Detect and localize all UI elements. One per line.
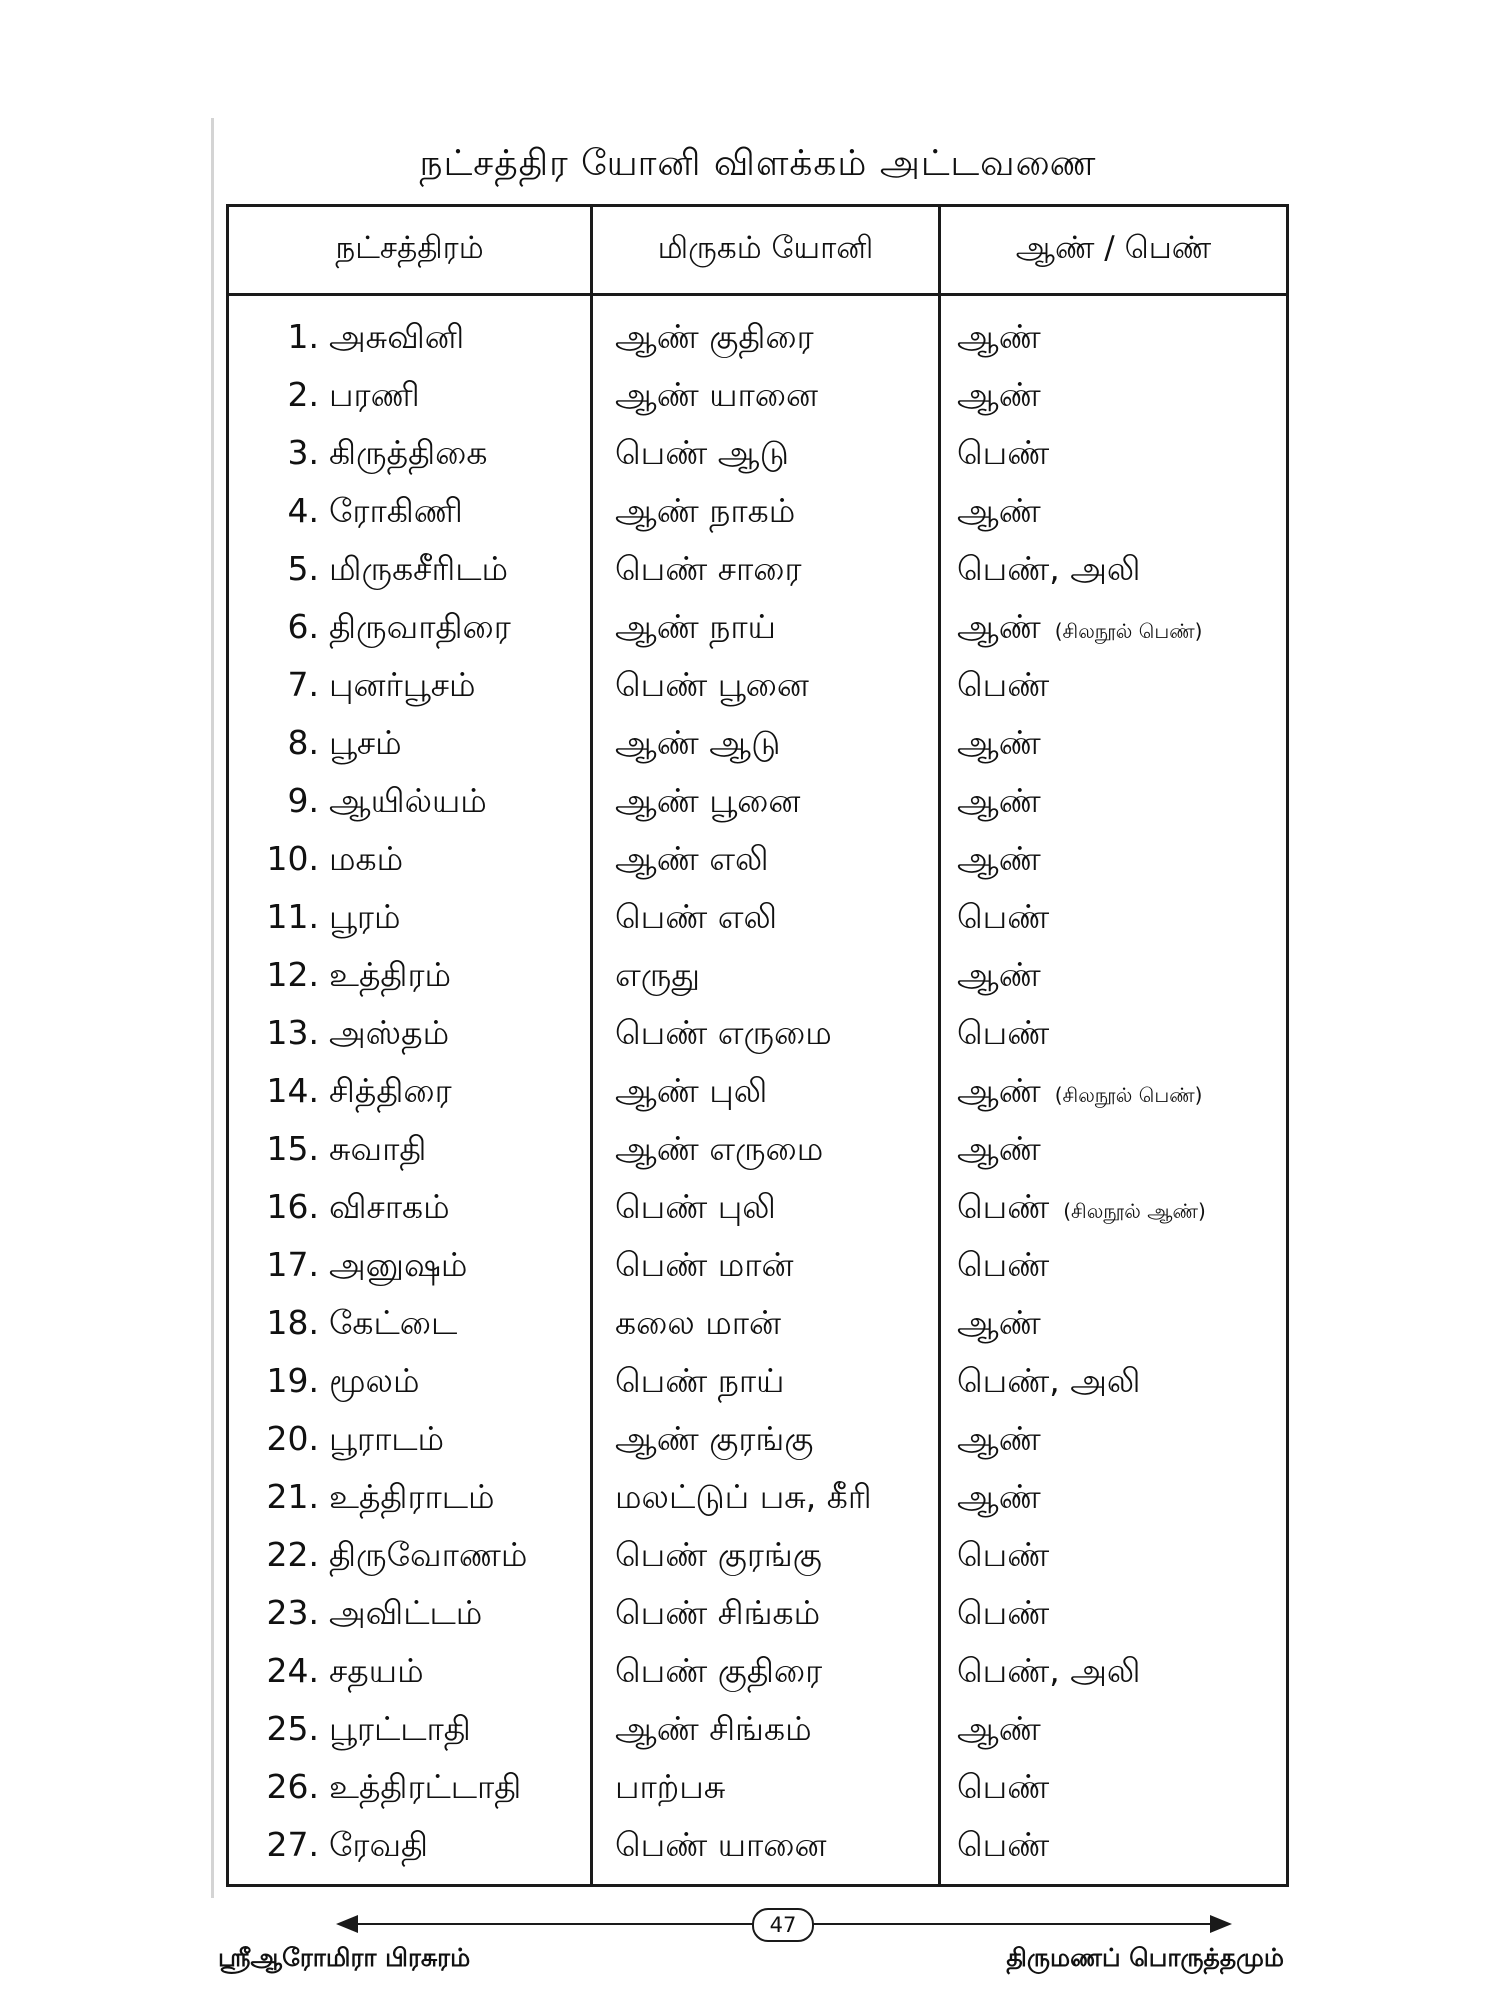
table-row — [228, 484, 1288, 542]
star-number: 24. — [266, 1651, 319, 1690]
star-cell — [228, 1006, 592, 1064]
yoni-cell: பெண் எருமை — [592, 1006, 940, 1064]
gender-cell — [940, 600, 1288, 658]
yoni-cell: பெண் குதிரை — [592, 1644, 940, 1702]
star-yoni-table — [226, 204, 1289, 1887]
table-row — [228, 1818, 1288, 1886]
gender-cell — [940, 542, 1288, 600]
star-number: 15. — [266, 1129, 319, 1168]
yoni-cell: ஆண் சிங்கம் — [592, 1702, 940, 1760]
gender-value: பெண் — [957, 897, 1050, 936]
table-row — [228, 1064, 1288, 1122]
gender-cell — [940, 774, 1288, 832]
star-name: பரணி — [329, 375, 420, 414]
star-number: 22. — [266, 1535, 319, 1574]
gender-cell — [940, 295, 1288, 369]
star-cell — [228, 295, 592, 369]
yoni-cell: ஆண் ஆடு — [592, 716, 940, 774]
table-row — [228, 1296, 1288, 1354]
star-cell — [228, 1296, 592, 1354]
gender-cell — [940, 658, 1288, 716]
gender-cell — [940, 1470, 1288, 1528]
table-row — [228, 1006, 1288, 1064]
table-row — [228, 832, 1288, 890]
table-row — [228, 716, 1288, 774]
yoni-cell: பெண் புலி — [592, 1180, 940, 1238]
star-number: 12. — [266, 955, 319, 994]
star-cell — [228, 1760, 592, 1818]
yoni-cell: ஆண் நாய் — [592, 600, 940, 658]
star-name: உத்திரட்டாதி — [329, 1767, 522, 1806]
star-number: 25. — [266, 1709, 319, 1748]
star-cell — [228, 1818, 592, 1886]
arrow-right-icon — [1210, 1915, 1232, 1933]
yoni-cell: ஆண் குதிரை — [592, 295, 940, 369]
gender-cell — [940, 484, 1288, 542]
star-number: 14. — [266, 1071, 319, 1110]
gender-value: ஆண் — [957, 491, 1041, 530]
gender-note: (சிலநூல் பெண்) — [1054, 619, 1203, 643]
star-number: 21. — [266, 1477, 319, 1516]
star-name: கேட்டை — [329, 1303, 458, 1342]
star-name: சித்திரை — [329, 1071, 452, 1110]
star-name: பூராடம் — [329, 1419, 445, 1458]
table-row — [228, 890, 1288, 948]
table-row — [228, 1354, 1288, 1412]
gender-cell — [940, 716, 1288, 774]
table-row — [228, 600, 1288, 658]
yoni-cell: பெண் சிங்கம் — [592, 1586, 940, 1644]
star-cell — [228, 426, 592, 484]
star-number: 16. — [266, 1187, 319, 1226]
star-name: சதயம் — [329, 1651, 424, 1690]
star-number: 18. — [266, 1303, 319, 1342]
star-number: 19. — [266, 1361, 319, 1400]
gender-value: பெண் — [957, 1535, 1050, 1574]
gender-cell — [940, 890, 1288, 948]
gender-cell — [940, 1122, 1288, 1180]
star-name: விசாகம் — [329, 1187, 450, 1226]
gender-cell — [940, 1180, 1288, 1238]
gender-value: பெண் — [957, 433, 1050, 472]
gender-cell — [940, 1528, 1288, 1586]
star-name: கிருத்திகை — [329, 433, 488, 472]
star-name: மூலம் — [329, 1361, 420, 1400]
page-number: 47 — [752, 1908, 814, 1942]
star-number: 10. — [266, 839, 319, 878]
star-number: 8. — [287, 723, 319, 762]
yoni-cell: ஆண் குரங்கு — [592, 1412, 940, 1470]
star-cell — [228, 1586, 592, 1644]
gender-cell — [940, 1296, 1288, 1354]
star-cell — [228, 658, 592, 716]
gender-value: பெண் — [957, 1767, 1050, 1806]
star-cell — [228, 774, 592, 832]
yoni-cell: ஆண் யானை — [592, 368, 940, 426]
yoni-cell: பெண் ஆடு — [592, 426, 940, 484]
star-name: ரேவதி — [329, 1825, 429, 1864]
gender-value: ஆண் — [957, 955, 1041, 994]
gender-value: ஆண் — [957, 1419, 1041, 1458]
gender-value: ஆண் — [957, 1071, 1041, 1110]
gender-cell — [940, 1586, 1288, 1644]
gender-value: பெண் — [957, 1013, 1050, 1052]
star-cell — [228, 1122, 592, 1180]
star-number: 4. — [287, 491, 319, 530]
gender-note: (சிலநூல் ஆண்) — [1063, 1199, 1206, 1223]
yoni-cell: பெண் யானை — [592, 1818, 940, 1886]
star-cell — [228, 890, 592, 948]
table-row — [228, 1702, 1288, 1760]
gender-value: ஆண் — [957, 1477, 1041, 1516]
star-name: ரோகிணி — [329, 491, 463, 530]
yoni-cell: பாற்பசு — [592, 1760, 940, 1818]
star-number: 27. — [266, 1825, 319, 1864]
gender-cell — [940, 1238, 1288, 1296]
star-number: 23. — [266, 1593, 319, 1632]
yoni-cell: எருது — [592, 948, 940, 1006]
star-number: 3. — [287, 433, 319, 472]
page-title: நட்சத்திர யோனி விளக்கம் அட்டவணை — [419, 143, 1097, 184]
star-name: மகம் — [329, 839, 404, 878]
star-cell — [228, 1064, 592, 1122]
yoni-cell: கலை மான் — [592, 1296, 940, 1354]
table-header — [228, 206, 1288, 295]
star-number: 6. — [287, 607, 319, 646]
star-cell — [228, 1354, 592, 1412]
header-row — [228, 206, 1288, 295]
table-row — [228, 426, 1288, 484]
yoni-cell: ஆண் எருமை — [592, 1122, 940, 1180]
gender-value: ஆண் — [957, 723, 1041, 762]
gender-cell — [940, 832, 1288, 890]
yoni-cell: பெண் குரங்கு — [592, 1528, 940, 1586]
yoni-cell: ஆண் பூனை — [592, 774, 940, 832]
gender-cell — [940, 1006, 1288, 1064]
star-number: 5. — [287, 549, 319, 588]
star-name: பூரம் — [329, 897, 401, 936]
arrow-left-icon — [336, 1915, 358, 1933]
gender-value: பெண் — [957, 1593, 1050, 1632]
gender-value: பெண், அலி — [957, 1651, 1141, 1690]
yoni-cell: பெண் நாய் — [592, 1354, 940, 1412]
gender-value: ஆண் — [957, 1709, 1041, 1748]
gender-value: ஆண் — [957, 1303, 1041, 1342]
star-name: உத்திராடம் — [329, 1477, 495, 1516]
header-star: நட்சத்திரம் — [228, 206, 592, 295]
star-cell — [228, 484, 592, 542]
gender-value: பெண் — [957, 665, 1050, 704]
star-cell — [228, 542, 592, 600]
star-name: பூசம் — [329, 723, 402, 762]
star-cell — [228, 1238, 592, 1296]
gender-cell — [940, 1702, 1288, 1760]
table-row — [228, 1586, 1288, 1644]
table-row — [228, 1412, 1288, 1470]
table-row — [228, 295, 1288, 369]
star-name: திருவாதிரை — [329, 607, 511, 646]
gender-cell — [940, 426, 1288, 484]
gender-cell — [940, 1644, 1288, 1702]
star-name: அவிட்டம் — [329, 1593, 483, 1632]
gender-cell — [940, 1818, 1288, 1886]
star-cell — [228, 832, 592, 890]
table-row — [228, 368, 1288, 426]
star-cell — [228, 1470, 592, 1528]
gender-cell — [940, 1412, 1288, 1470]
star-name: திருவோணம் — [329, 1535, 528, 1574]
gender-value: ஆண் — [957, 607, 1041, 646]
gender-value: பெண், அலி — [957, 549, 1141, 588]
star-number: 20. — [266, 1419, 319, 1458]
page-binding-edge — [211, 118, 214, 1898]
star-name: அனுஷம் — [329, 1245, 468, 1284]
header-yoni: மிருகம் யோனி — [592, 206, 940, 295]
star-name: மிருகசீரிடம் — [329, 549, 509, 588]
gender-value: ஆண் — [957, 317, 1041, 356]
star-name: அஸ்தம் — [329, 1013, 450, 1052]
star-cell — [228, 1412, 592, 1470]
yoni-cell: பெண் பூனை — [592, 658, 940, 716]
star-name: சுவாதி — [329, 1129, 427, 1168]
table-body — [228, 295, 1288, 1886]
star-number: 2. — [287, 375, 319, 414]
gender-value: ஆண் — [957, 781, 1041, 820]
star-number: 11. — [266, 897, 319, 936]
gender-cell — [940, 1064, 1288, 1122]
yoni-cell: பெண் மான் — [592, 1238, 940, 1296]
star-cell — [228, 716, 592, 774]
star-number: 17. — [266, 1245, 319, 1284]
table-row — [228, 1644, 1288, 1702]
table-row — [228, 658, 1288, 716]
gender-note: (சிலநூல் பெண்) — [1054, 1083, 1203, 1107]
star-cell — [228, 1702, 592, 1760]
star-number: 13. — [266, 1013, 319, 1052]
star-number: 26. — [266, 1767, 319, 1806]
yoni-cell: பெண் சாரை — [592, 542, 940, 600]
gender-cell — [940, 1760, 1288, 1818]
table-row — [228, 1760, 1288, 1818]
book-title: திருமணப் பொருத்தமும் — [1006, 1943, 1284, 1972]
table-row — [228, 1238, 1288, 1296]
gender-cell — [940, 948, 1288, 1006]
header-gender: ஆண் / பெண் — [940, 206, 1288, 295]
gender-value: பெண் — [957, 1825, 1050, 1864]
table-row — [228, 1180, 1288, 1238]
star-cell — [228, 1180, 592, 1238]
star-cell — [228, 368, 592, 426]
star-name: அசுவினி — [329, 317, 465, 356]
gender-value: பெண், அலி — [957, 1361, 1141, 1400]
star-name: புனர்பூசம் — [329, 665, 476, 704]
gender-value: பெண் — [957, 1245, 1050, 1284]
table-row — [228, 1528, 1288, 1586]
yoni-cell: ஆண் நாகம் — [592, 484, 940, 542]
gender-value: ஆண் — [957, 839, 1041, 878]
gender-value: ஆண் — [957, 1129, 1041, 1168]
table-row — [228, 1470, 1288, 1528]
star-number: 9. — [287, 781, 319, 820]
publisher-name: ஸ்ரீஆரோமிரா பிரசுரம் — [218, 1943, 471, 1972]
gender-value: ஆண் — [957, 375, 1041, 414]
gender-value: பெண் — [957, 1187, 1050, 1226]
gender-cell — [940, 1354, 1288, 1412]
star-name: பூரட்டாதி — [329, 1709, 471, 1748]
gender-cell — [940, 368, 1288, 426]
table-row — [228, 542, 1288, 600]
star-number: 1. — [287, 317, 319, 356]
table-row — [228, 774, 1288, 832]
star-cell — [228, 600, 592, 658]
yoni-cell: பெண் எலி — [592, 890, 940, 948]
table-row — [228, 1122, 1288, 1180]
table-row — [228, 948, 1288, 1006]
star-cell — [228, 1528, 592, 1586]
yoni-cell: ஆண் எலி — [592, 832, 940, 890]
yoni-cell: மலட்டுப் பசு, கீரி — [592, 1470, 940, 1528]
star-cell — [228, 1644, 592, 1702]
star-name: ஆயில்யம் — [329, 781, 487, 820]
star-number: 7. — [287, 665, 319, 704]
star-name: உத்திரம் — [329, 955, 452, 994]
yoni-cell: ஆண் புலி — [592, 1064, 940, 1122]
star-cell — [228, 948, 592, 1006]
